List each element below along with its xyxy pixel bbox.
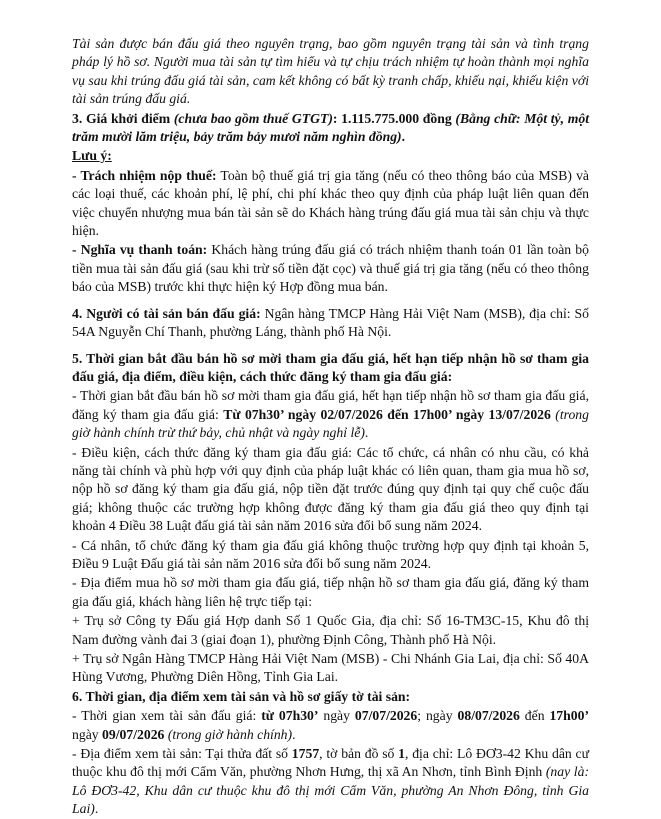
section-6-item-time-t1: Thời gian xem tài sản đấu giá: xyxy=(76,708,262,724)
section-5-item-location xyxy=(72,574,589,611)
note-heading-text: Lưu ý: xyxy=(72,148,112,164)
section-6-item-location-note: (nay là: Lô ĐƠ3-42, Khu dân cư thuộc khu đô thị mới Cẩm Văn, phường An Nhơn Đông, tỉnh Gia Lai) xyxy=(72,764,589,817)
note-payment-label: Nghĩa vụ thanh toán: xyxy=(76,242,208,258)
section-6-item-location-t3: , địa chỉ: Lô ĐƠ3-42 Khu dân cư thuộc khu đô thị mới Cẩm Văn, phường Nhơn Hưng, thị xã An Nhơn, tỉnh Bình Định xyxy=(72,746,590,780)
section-6-item-location-t2: , tờ bản đồ số xyxy=(319,746,399,762)
section-6-item-time-t5: ngày xyxy=(72,726,103,742)
section-6-item-time-end: . xyxy=(292,726,296,742)
note-heading xyxy=(72,147,589,165)
section-6-item-location-dash: - xyxy=(72,746,77,762)
section-5-heading: 5. Thời gian bắt đầu bán hồ sơ mời tham gia đấu giá, hết hạn tiếp nhận hồ sơ tham gia đấu giá, địa điểm, điều kiện, cách thức đăng ký tham gia đấu giá: xyxy=(72,350,589,384)
section-4-owner xyxy=(72,305,589,342)
note-tax-label: Trách nhiệm nộp thuế: xyxy=(76,167,217,183)
section-3-lead: 3. Giá khởi điểm xyxy=(72,110,174,126)
section-6-item-time-t3: ; ngày xyxy=(417,708,458,724)
section-5-item-time-dash: - xyxy=(72,388,77,404)
section-5-office-1-plus: + xyxy=(72,613,80,629)
section-4-label: 4. Người có tài sản bán đấu giá: xyxy=(72,305,261,321)
section-6-item-time xyxy=(72,707,589,744)
section-3-amount-words: (Bằng chữ: Một tỷ, một trăm mười lăm triệu, bảy trăm bảy mươi năm nghìn đồng) xyxy=(72,110,590,145)
section-3-starting-price xyxy=(72,110,589,147)
section-5-item-eligibility xyxy=(72,537,589,574)
section-6-item-location-end: . xyxy=(94,801,99,817)
section-6-item-location-t1: Địa điểm xem tài sản: Tại thửa đất số xyxy=(76,746,292,762)
section-5-item-location-text: Địa điểm mua hồ sơ mời tham gia đấu giá, tiếp nhận hồ sơ tham gia đấu giá, đăng ký tham gia đấu giá, khách hàng liên hệ trực tiếp tại: xyxy=(72,575,589,609)
section-6-item-time-b4: 17h00’ xyxy=(549,708,589,724)
section-5-item-conditions-dash: - xyxy=(72,444,77,460)
section-4-text: Ngân hàng TMCP Hàng Hải Việt Nam (MSB), địa chỉ: Số 54A Nguyễn Chí Thanh, phường Láng, thành phố Hà Nội. xyxy=(72,305,589,340)
note-tax xyxy=(72,167,589,241)
section-6-item-time-note: (trong giờ hành chính) xyxy=(164,726,293,742)
section-5-item-eligibility-dash: - xyxy=(72,537,77,553)
section-5-office-2-text: Trụ sở Ngân Hàng TMCP Hàng Hải Việt Nam (MSB) - Chi Nhánh Gia Lai, địa chỉ: Số 40A Hùng Vương, Phường Diên Hồng, Tỉnh Gia Lai. xyxy=(72,651,589,685)
section-5-item-time-end: . xyxy=(364,425,369,441)
section-5-office-1-text: Trụ sở Công ty Đấu giá Hợp danh Số 1 Quốc Gia, địa chỉ: Số 16-TM3C-15, Khu đô thị Nam đường vành đai 3 (giai đoạn 1), phường Định Công, Thành phố Hà Nội. xyxy=(72,613,589,647)
note-payment-dash: - xyxy=(72,242,77,258)
section-6-item-time-b3: 08/07/2026 xyxy=(457,708,520,724)
section-6-item-time-b1: từ 07h30’ xyxy=(261,708,319,724)
note-payment-text: Khách hàng trúng đấu giá có trách nhiệm thanh toán 01 lần toàn bộ tiền mua tài sản đấu giá (sau khi trừ số tiền đặt cọc) và thuế giá trị gia tăng (nếu có theo thông báo của MSB) trước khi thực hiện ký Hợp đồng mua bán. xyxy=(72,242,589,295)
note-tax-text: Toàn bộ thuế giá trị gia tăng (nếu có theo thông báo của MSB) và các loại thuế, các khoản phí, lệ phí, chi phí khác theo quy định của pháp luật liên quan đến việc chuyển nhượng mua bán tài sản sẽ do Khách hàng trúng đấu giá mua tài sản chịu và thực hiện. xyxy=(72,167,589,239)
section-5-item-time-text: Thời gian bắt đầu bán hồ sơ mời tham gia đấu giá, hết hạn tiếp nhận hồ sơ tham gia đấu giá, đăng ký tham gia đấu giá: xyxy=(72,388,589,422)
note-payment xyxy=(72,241,589,296)
section-5-office-auction-company xyxy=(72,612,589,649)
section-5-item-time-range: Từ 07h30’ ngày 02/07/2026 đến 17h00’ ngày 13/07/2026 xyxy=(223,406,551,422)
section-6-item-time-b2: 07/07/2026 xyxy=(354,708,418,724)
note-tax-dash: - xyxy=(72,167,77,183)
section-3-vat-note: (chưa bao gồm thuế GTGT) xyxy=(173,110,333,126)
section-5-item-conditions xyxy=(72,444,589,536)
section-6-item-location-parcel: 1757 xyxy=(291,746,320,762)
section-6-item-time-b5: 09/07/2026 xyxy=(102,726,165,742)
section-6-heading: 6. Thời gian, địa điểm xem tài sản và hồ sơ giấy tờ tài sản: xyxy=(72,688,411,704)
section-5-item-location-dash: - xyxy=(72,575,77,591)
section-3-end: . xyxy=(401,129,406,145)
section-5-item-eligibility-text: Cá nhân, tổ chức đăng ký tham gia đấu giá không thuộc trường hợp quy định tại khoản 5, Điều 9 Luật Đấu giá tài sản năm 2016 sửa đổi bổ sung năm 2024. xyxy=(72,537,589,571)
section-6-item-time-t2: ngày xyxy=(318,708,355,724)
section-5-item-conditions-text: Điều kiện, cách thức đăng ký tham gia đấu giá: Các tổ chức, cá nhân có nhu cầu, có khả năng tài chính và phù hợp với quy định của pháp luật khác có liên quan, tham gia mua hồ sơ, nộp hồ sơ đăng ký tham gia đấu giá, nộp tiền đặt trước đúng quy định tại quy chế cuộc đấu giá; không thuộc các trường hợp không được đăng ký tham gia đấu giá theo quy định tại khoản 4 Điều 38 Luật đấu giá tài sản năm 2016 sửa đổi bổ sung năm 2024. xyxy=(72,444,589,534)
section-5-office-2-plus: + xyxy=(72,651,80,666)
intro-paragraph: Tài sản được bán đấu giá theo nguyên trạng, bao gồm nguyên trạng tài sản và tình trạng pháp lý hồ sơ. Người mua tài sản tự tìm hiểu và tự chịu trách nhiệm tự hoàn thành mọi nghĩa vụ sau khi trúng đấu giá tài sản, cam kết không có bất kỳ tranh chấp, khiếu nại, khiếu kiện với tài sản trúng đấu giá. xyxy=(72,36,589,107)
section-3-amount: : 1.115.775.000 đồng xyxy=(332,110,456,126)
section-5-item-time xyxy=(72,387,589,442)
section-6-item-time-dash: - xyxy=(72,708,77,724)
section-5-item-time-note: (trong giờ hành chính trừ thứ bảy, chủ nhật và ngày nghỉ lễ) xyxy=(72,406,589,441)
section-6-item-location-map-sheet: 1 xyxy=(398,746,405,762)
section-5-office-msb-branch xyxy=(72,650,589,687)
section-6-item-time-t4: đến xyxy=(519,708,550,724)
